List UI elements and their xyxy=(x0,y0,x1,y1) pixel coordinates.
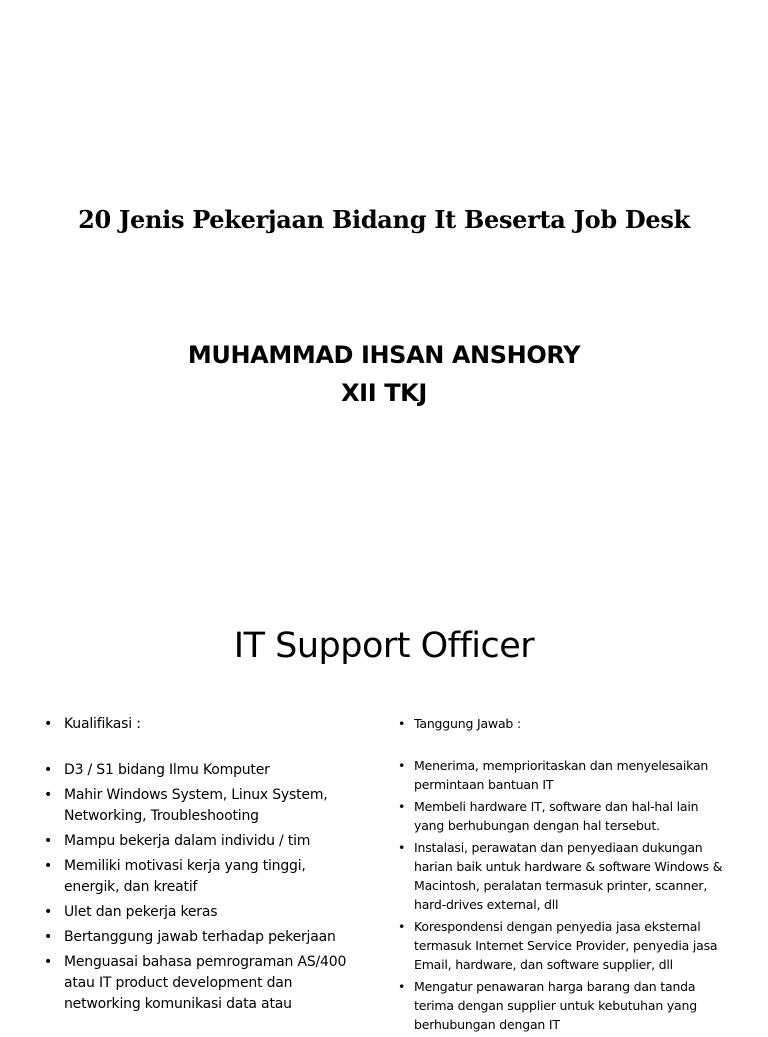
author-name: MUHAMMAD IHSAN ANSHORY xyxy=(187,341,581,369)
document-title: 20 Jenis Pekerjaan Bidang It Beserta Job Desk xyxy=(78,205,690,234)
bullet-icon: • xyxy=(44,762,53,778)
bullet-icon: • xyxy=(44,833,53,849)
list-item: • Ulet dan pekerja keras xyxy=(44,902,354,923)
bullet-icon: • xyxy=(44,787,53,803)
bullet-icon: • xyxy=(398,919,406,934)
bullet-icon: • xyxy=(398,758,406,773)
qualifications-list xyxy=(44,714,354,1019)
list-item: • Mampu bekerja dalam individu / tim xyxy=(44,831,354,852)
list-item: • Memiliki motivasi kerja yang tinggi, energik, dan kreatif xyxy=(44,858,306,895)
bullet-icon: • xyxy=(44,954,53,970)
content-slide xyxy=(0,576,768,1032)
list-item: • Bertanggung jawab terhadap pekerjaan xyxy=(44,927,354,948)
section-heading: IT Support Officer xyxy=(233,626,535,666)
bullet-icon: • xyxy=(398,979,406,994)
list-item: • Kualifikasi : xyxy=(44,714,354,735)
list-item: • Membeli hardware IT, software dan hal-hal lain yang berhubungan dengan hal tersebut. xyxy=(398,799,699,833)
list-item: • Instalasi, perawatan dan penyediaan dukungan harian baik untuk hardware & software Windows & Macintosh, peralatan termasuk printer, scanner, hard-drives external, dll xyxy=(398,840,723,912)
list-item: • Menerima, memprioritaskan dan menyelesaikan permintaan bantuan IT xyxy=(398,758,709,792)
bullet-icon: • xyxy=(44,904,53,920)
bullet-icon: • xyxy=(398,716,406,731)
list-item: • Tanggung Jawab : xyxy=(398,716,521,731)
list-item: • D3 / S1 bidang Ilmu Komputer xyxy=(44,760,354,781)
bullet-icon: • xyxy=(44,716,53,732)
list-item: • Mahir Windows System, Linux System, Networking, Troubleshooting xyxy=(44,787,328,824)
responsibilities-list xyxy=(398,714,728,1037)
bullet-icon: • xyxy=(44,858,53,874)
author-block xyxy=(0,336,768,412)
list-item: • Mengatur penawaran harga barang dan tanda terima dengan supplier untuk kebutuhan yang berhubungan dengan IT xyxy=(398,979,697,1032)
list-item: • Menguasai bahasa pemrograman AS/400 atau IT product development dan networking komunikasi data atau xyxy=(44,954,347,1012)
bullet-icon: • xyxy=(44,929,53,945)
list-item: • Korespondensi dengan penyedia jasa eksternal termasuk Internet Service Provider, penyedia jasa Email, hardware, dan software supplier, dll xyxy=(398,919,718,972)
bullet-icon: • xyxy=(398,799,406,814)
author-class: XII TKJ xyxy=(341,379,427,407)
bullet-icon: • xyxy=(398,840,406,855)
